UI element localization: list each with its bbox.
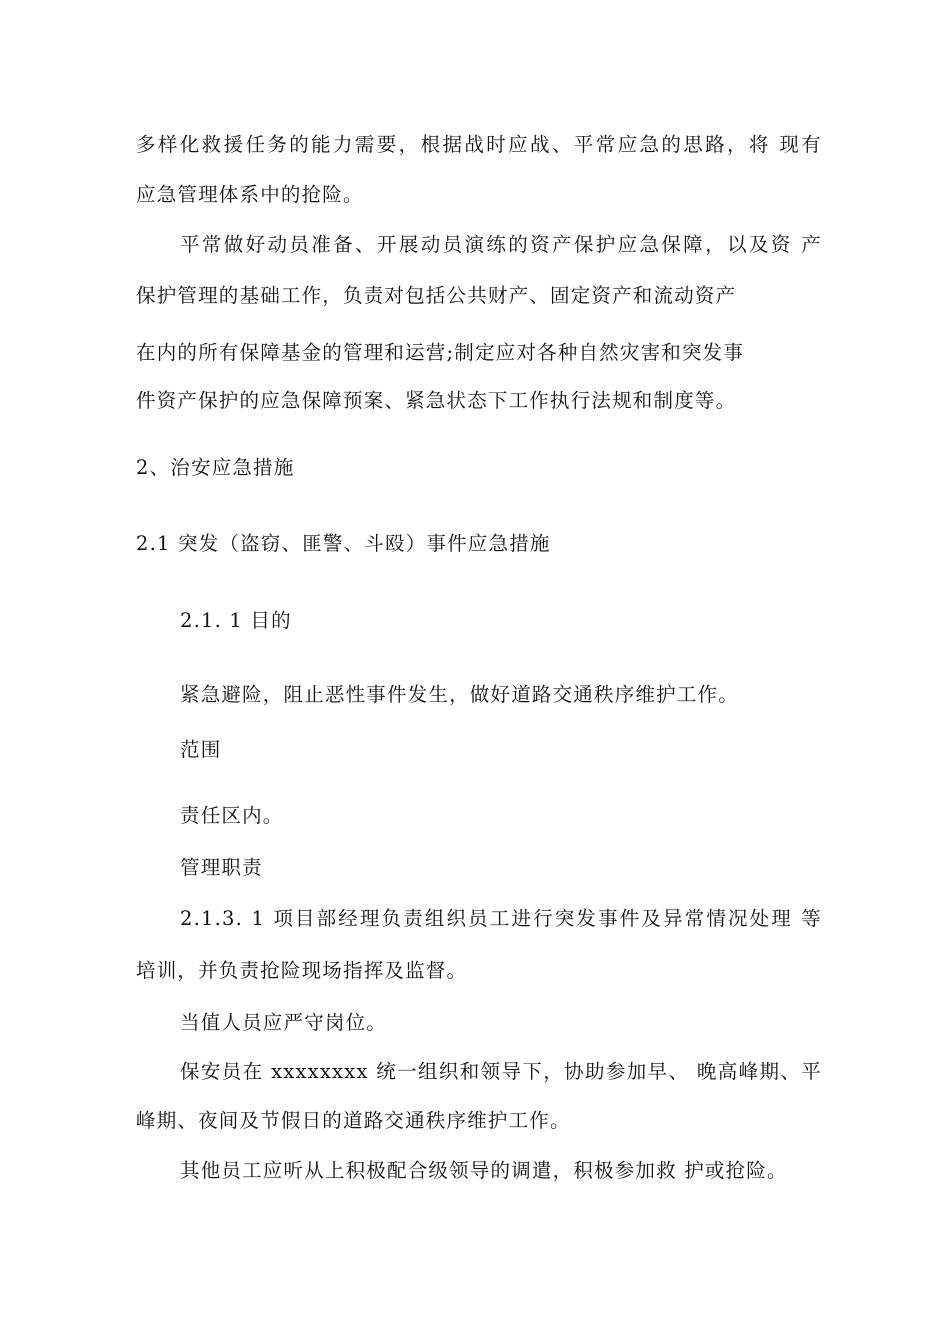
paragraph-line: 应急管理体系中的抢险。 [136,183,364,206]
paragraph-line: 当值人员应严守岗位。 [180,1011,388,1034]
paragraph-line: 峰期、夜间及节假日的道路交通秩序维护工作。 [136,1109,571,1132]
paragraph-line: 培训，并负责抢险现场指挥及监督。 [136,959,468,982]
subsubsection-heading: 2.1. 1 目的 [180,609,292,632]
paragraph-line: 其他员工应听从上积极配合级领导的调遣，积极参加救 护或抢险。 [180,1159,788,1182]
paragraph-line: 2.1.3. 1 项目部经理负责组织员工进行突发事件及异常情况处理 等 [180,907,822,930]
paragraph-line: 平常做好动员准备、开展动员演练的资产保护应急保障，以及资 产 [180,233,822,256]
paragraph-line: 多样化救援任务的能力需要，根据战时应战、平常应急的思路，将 现有 [136,133,822,156]
scope-text: 责任区内。 [180,804,284,827]
paragraph-line: 保安员在 xxxxxxxx 统一组织和领导下，协助参加早、 晚高峰期、平 [180,1060,822,1083]
paragraph-line: 在内的所有保障基金的管理和运营;制定应对各种自然灾害和突发事 [136,341,745,364]
paragraph-line: 件资产保护的应急保障预案、紧急状态下工作执行法规和制度等。 [136,389,737,412]
section-heading: 2、治安应急措施 [136,456,295,479]
subsection-heading: 2.1 突发（盗窃、匪警、斗殴）事件应急措施 [136,532,551,555]
purpose-text: 紧急避险，阻止恶性事件发生，做好道路交通秩序维护工作。 [180,683,739,706]
scope-title: 范围 [180,738,222,761]
paragraph-line: 保护管理的基础工作，负责对包括公共财产、固定资产和流动资产 [136,284,737,307]
duty-title: 管理职责 [180,856,263,879]
